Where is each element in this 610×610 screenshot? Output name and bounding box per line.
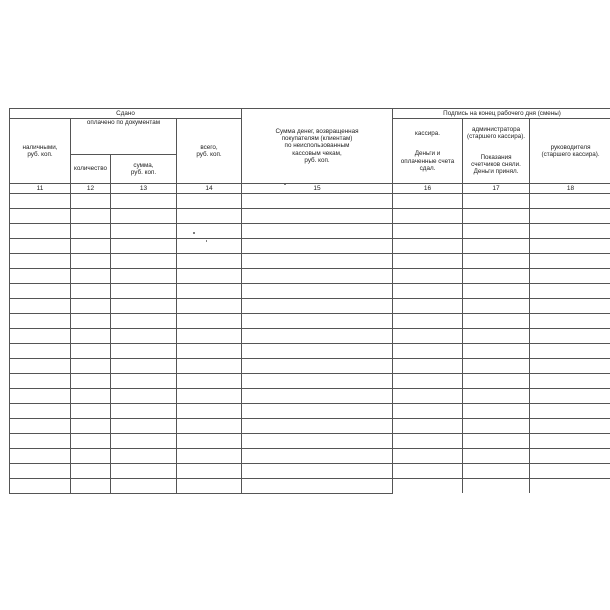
table-cell[interactable] xyxy=(393,343,463,358)
table-cell[interactable] xyxy=(71,463,111,478)
print-speck xyxy=(206,240,207,242)
header-manager-text: руководителя (старшего кассира). xyxy=(541,143,600,158)
table-cell[interactable] xyxy=(10,223,71,238)
table-cell[interactable] xyxy=(111,193,177,208)
table-row xyxy=(10,433,610,448)
table-cell[interactable] xyxy=(10,463,71,478)
table-cell[interactable] xyxy=(242,298,393,313)
table-cell[interactable] xyxy=(242,313,393,328)
table-cell[interactable] xyxy=(530,433,610,448)
table-cell[interactable] xyxy=(177,208,242,223)
header-signature-group: Подпись на конец рабочего дня (смены) xyxy=(393,109,610,119)
table-cell[interactable] xyxy=(177,418,242,433)
header-cashier-label: кассира. xyxy=(415,129,440,137)
table-cell[interactable] xyxy=(177,253,242,268)
table-cell[interactable] xyxy=(71,403,111,418)
table-cell[interactable] xyxy=(71,283,111,298)
column-number: 12 xyxy=(71,183,111,193)
table-cell[interactable] xyxy=(111,268,177,283)
table-cell[interactable] xyxy=(71,373,111,388)
table-cell[interactable] xyxy=(463,403,530,418)
table-cell[interactable] xyxy=(111,388,177,403)
table-cell[interactable] xyxy=(71,358,111,373)
table-cell[interactable] xyxy=(242,223,393,238)
table-row xyxy=(10,253,610,268)
table-cell[interactable] xyxy=(177,298,242,313)
table-cell[interactable] xyxy=(10,448,71,463)
table-cell[interactable] xyxy=(530,268,610,283)
header-administrator-note: Показания счетчиков сняли. Деньги принял. xyxy=(471,153,521,176)
table-cell[interactable] xyxy=(463,253,530,268)
table-cell[interactable] xyxy=(111,463,177,478)
table-cell[interactable] xyxy=(177,268,242,283)
table-cell[interactable] xyxy=(530,478,610,493)
column-number: 16 xyxy=(393,183,463,193)
table-cell[interactable] xyxy=(71,298,111,313)
table-cell[interactable] xyxy=(530,448,610,463)
table-cell[interactable] xyxy=(393,223,463,238)
table-cell[interactable] xyxy=(530,388,610,403)
table-cell[interactable] xyxy=(10,208,71,223)
table-cell[interactable] xyxy=(242,193,393,208)
table-cell[interactable] xyxy=(393,373,463,388)
table-cell[interactable] xyxy=(393,298,463,313)
table-cell[interactable] xyxy=(393,448,463,463)
table-row xyxy=(10,418,610,433)
header-cash-text: наличными, руб. коп. xyxy=(22,143,58,158)
header-manager xyxy=(530,119,610,184)
table-cell[interactable] xyxy=(463,478,530,493)
table-cell[interactable] xyxy=(111,433,177,448)
header-amount xyxy=(111,154,177,183)
table-cell[interactable] xyxy=(463,238,530,253)
table-cell[interactable] xyxy=(530,358,610,373)
table-row xyxy=(10,268,610,283)
table-cell[interactable] xyxy=(463,298,530,313)
header-administrator-label: администратора (старшего кассира). xyxy=(466,126,526,141)
table-cell[interactable] xyxy=(463,283,530,298)
table-cell[interactable] xyxy=(393,253,463,268)
table-cell[interactable] xyxy=(111,283,177,298)
table-cell[interactable] xyxy=(177,403,242,418)
table-cell[interactable] xyxy=(10,313,71,328)
table-cell[interactable] xyxy=(242,358,393,373)
table-cell[interactable] xyxy=(177,238,242,253)
table-row xyxy=(10,343,610,358)
table-cell[interactable] xyxy=(177,283,242,298)
table-cell[interactable] xyxy=(71,268,111,283)
table-cell[interactable] xyxy=(71,343,111,358)
table-cell[interactable] xyxy=(463,388,530,403)
table-cell[interactable] xyxy=(530,343,610,358)
table-cell[interactable] xyxy=(111,358,177,373)
table-cell[interactable] xyxy=(71,418,111,433)
table-cell[interactable] xyxy=(111,253,177,268)
table-cell[interactable] xyxy=(10,403,71,418)
table-cell[interactable] xyxy=(242,373,393,388)
table-cell[interactable] xyxy=(530,298,610,313)
table-cell[interactable] xyxy=(111,238,177,253)
table-cell[interactable] xyxy=(71,223,111,238)
table-cell[interactable] xyxy=(10,328,71,343)
table-cell[interactable] xyxy=(10,418,71,433)
table-cell[interactable] xyxy=(10,283,71,298)
table-cell[interactable] xyxy=(530,193,610,208)
column-number: 14 xyxy=(177,183,242,193)
table-row xyxy=(10,328,610,343)
table-cell[interactable] xyxy=(242,478,393,493)
table-cell[interactable] xyxy=(530,373,610,388)
table-cell[interactable] xyxy=(177,328,242,343)
table-cell[interactable] xyxy=(393,313,463,328)
table-cell[interactable] xyxy=(463,268,530,283)
table-cell[interactable] xyxy=(177,433,242,448)
table-cell[interactable] xyxy=(177,463,242,478)
table-cell[interactable] xyxy=(10,253,71,268)
table-cell[interactable] xyxy=(111,208,177,223)
table-cell[interactable] xyxy=(71,253,111,268)
table-cell[interactable] xyxy=(242,238,393,253)
table-row xyxy=(10,193,610,208)
table-cell[interactable] xyxy=(242,418,393,433)
table-cell[interactable] xyxy=(111,478,177,493)
table-cell[interactable] xyxy=(393,403,463,418)
table-cell[interactable] xyxy=(393,328,463,343)
table-cell[interactable] xyxy=(177,358,242,373)
table-cell[interactable] xyxy=(242,208,393,223)
table-cell[interactable] xyxy=(393,193,463,208)
table-row xyxy=(10,283,610,298)
column-number: 18 xyxy=(530,183,610,193)
cash-register-journal-table xyxy=(9,108,610,494)
table-cell[interactable] xyxy=(463,463,530,478)
table-row xyxy=(10,223,610,238)
table-row xyxy=(10,298,610,313)
header-handed-over: Сдано xyxy=(10,109,242,119)
table-cell[interactable] xyxy=(530,208,610,223)
table-cell[interactable] xyxy=(393,268,463,283)
table-cell[interactable] xyxy=(530,238,610,253)
header-cashier-note: Деньги и оплаченные счета сдал. xyxy=(400,150,455,172)
table-cell[interactable] xyxy=(71,433,111,448)
table-row xyxy=(10,313,610,328)
table-cell[interactable] xyxy=(242,463,393,478)
table-cell[interactable] xyxy=(463,418,530,433)
column-number: 15 xyxy=(242,183,393,193)
table-cell[interactable] xyxy=(393,433,463,448)
table-cell[interactable] xyxy=(393,388,463,403)
table-cell[interactable] xyxy=(111,448,177,463)
table-cell[interactable] xyxy=(463,193,530,208)
header-administrator xyxy=(463,119,530,184)
table-cell[interactable] xyxy=(463,208,530,223)
column-number: 11 xyxy=(10,183,71,193)
header-paid-by-documents: оплачено по документам xyxy=(71,119,177,155)
table-cell[interactable] xyxy=(111,328,177,343)
table-cell[interactable] xyxy=(111,403,177,418)
column-number: 17 xyxy=(463,183,530,193)
table-cell[interactable] xyxy=(177,193,242,208)
print-speck xyxy=(284,183,286,185)
table-cell[interactable] xyxy=(530,403,610,418)
table-cell[interactable] xyxy=(71,328,111,343)
table-cell[interactable] xyxy=(242,253,393,268)
table-row xyxy=(10,478,610,493)
table-cell[interactable] xyxy=(242,268,393,283)
table-cell[interactable] xyxy=(463,373,530,388)
table-cell[interactable] xyxy=(111,373,177,388)
table-cell[interactable] xyxy=(71,388,111,403)
header-quantity: количество xyxy=(71,154,111,183)
table-cell[interactable] xyxy=(71,478,111,493)
header-cashier xyxy=(393,119,463,184)
table-cell[interactable] xyxy=(111,343,177,358)
table-cell[interactable] xyxy=(10,238,71,253)
table-cell[interactable] xyxy=(242,403,393,418)
table-cell[interactable] xyxy=(242,328,393,343)
table-cell[interactable] xyxy=(393,283,463,298)
print-speck xyxy=(193,232,195,234)
table-cell[interactable] xyxy=(177,388,242,403)
table-cell[interactable] xyxy=(463,358,530,373)
table-row xyxy=(10,358,610,373)
table-cell[interactable] xyxy=(111,418,177,433)
table-cell[interactable] xyxy=(71,208,111,223)
table-cell[interactable] xyxy=(242,448,393,463)
table-cell[interactable] xyxy=(463,328,530,343)
table-cell[interactable] xyxy=(393,463,463,478)
table-cell[interactable] xyxy=(177,478,242,493)
table-cell[interactable] xyxy=(177,223,242,238)
table-cell[interactable] xyxy=(242,388,393,403)
table-cell[interactable] xyxy=(242,283,393,298)
header-total xyxy=(177,119,242,184)
table-cell[interactable] xyxy=(463,433,530,448)
table-cell[interactable] xyxy=(530,418,610,433)
table-cell[interactable] xyxy=(111,223,177,238)
table-row xyxy=(10,208,610,223)
table-cell[interactable] xyxy=(10,343,71,358)
table-cell[interactable] xyxy=(71,193,111,208)
table-cell[interactable] xyxy=(242,433,393,448)
table-row xyxy=(10,388,610,403)
table-cell[interactable] xyxy=(393,358,463,373)
table-cell[interactable] xyxy=(10,373,71,388)
table-cell[interactable] xyxy=(393,208,463,223)
table-cell[interactable] xyxy=(10,268,71,283)
table-cell[interactable] xyxy=(393,478,463,493)
header-cash xyxy=(10,119,71,184)
table-cell[interactable] xyxy=(71,238,111,253)
table-cell[interactable] xyxy=(177,343,242,358)
table-row xyxy=(10,403,610,418)
table-cell[interactable] xyxy=(177,373,242,388)
table-cell[interactable] xyxy=(10,388,71,403)
table-row xyxy=(10,373,610,388)
table-cell[interactable] xyxy=(71,313,111,328)
table-cell[interactable] xyxy=(10,358,71,373)
table-cell[interactable] xyxy=(463,448,530,463)
table-cell[interactable] xyxy=(111,313,177,328)
table-row xyxy=(10,463,610,478)
table-cell[interactable] xyxy=(530,283,610,298)
table-cell[interactable] xyxy=(10,478,71,493)
table-cell[interactable] xyxy=(530,463,610,478)
table-cell[interactable] xyxy=(10,298,71,313)
header-returned-sum-text: Сумма денег, возвращенная покупателям (клиентам) по неиспользованным кассовым чекам, руб. коп. xyxy=(275,127,359,164)
table-row xyxy=(10,238,610,253)
table-cell[interactable] xyxy=(530,253,610,268)
table-cell[interactable] xyxy=(530,328,610,343)
table-cell[interactable] xyxy=(111,298,177,313)
table-cell[interactable] xyxy=(242,343,393,358)
table-cell[interactable] xyxy=(393,238,463,253)
table-cell[interactable] xyxy=(530,223,610,238)
table-cell[interactable] xyxy=(71,448,111,463)
table-cell[interactable] xyxy=(530,313,610,328)
header-total-text: всего, руб. коп. xyxy=(196,143,222,158)
table-cell[interactable] xyxy=(177,313,242,328)
table-cell[interactable] xyxy=(10,433,71,448)
header-amount-text: сумма, руб. коп. xyxy=(130,161,157,176)
table-cell[interactable] xyxy=(463,313,530,328)
table-cell[interactable] xyxy=(10,193,71,208)
table-row xyxy=(10,448,610,463)
table-cell[interactable] xyxy=(393,418,463,433)
table-cell[interactable] xyxy=(177,448,242,463)
header-returned-sum xyxy=(242,109,393,184)
column-number: 13 xyxy=(111,183,177,193)
table-cell[interactable] xyxy=(463,223,530,238)
table-cell[interactable] xyxy=(463,343,530,358)
